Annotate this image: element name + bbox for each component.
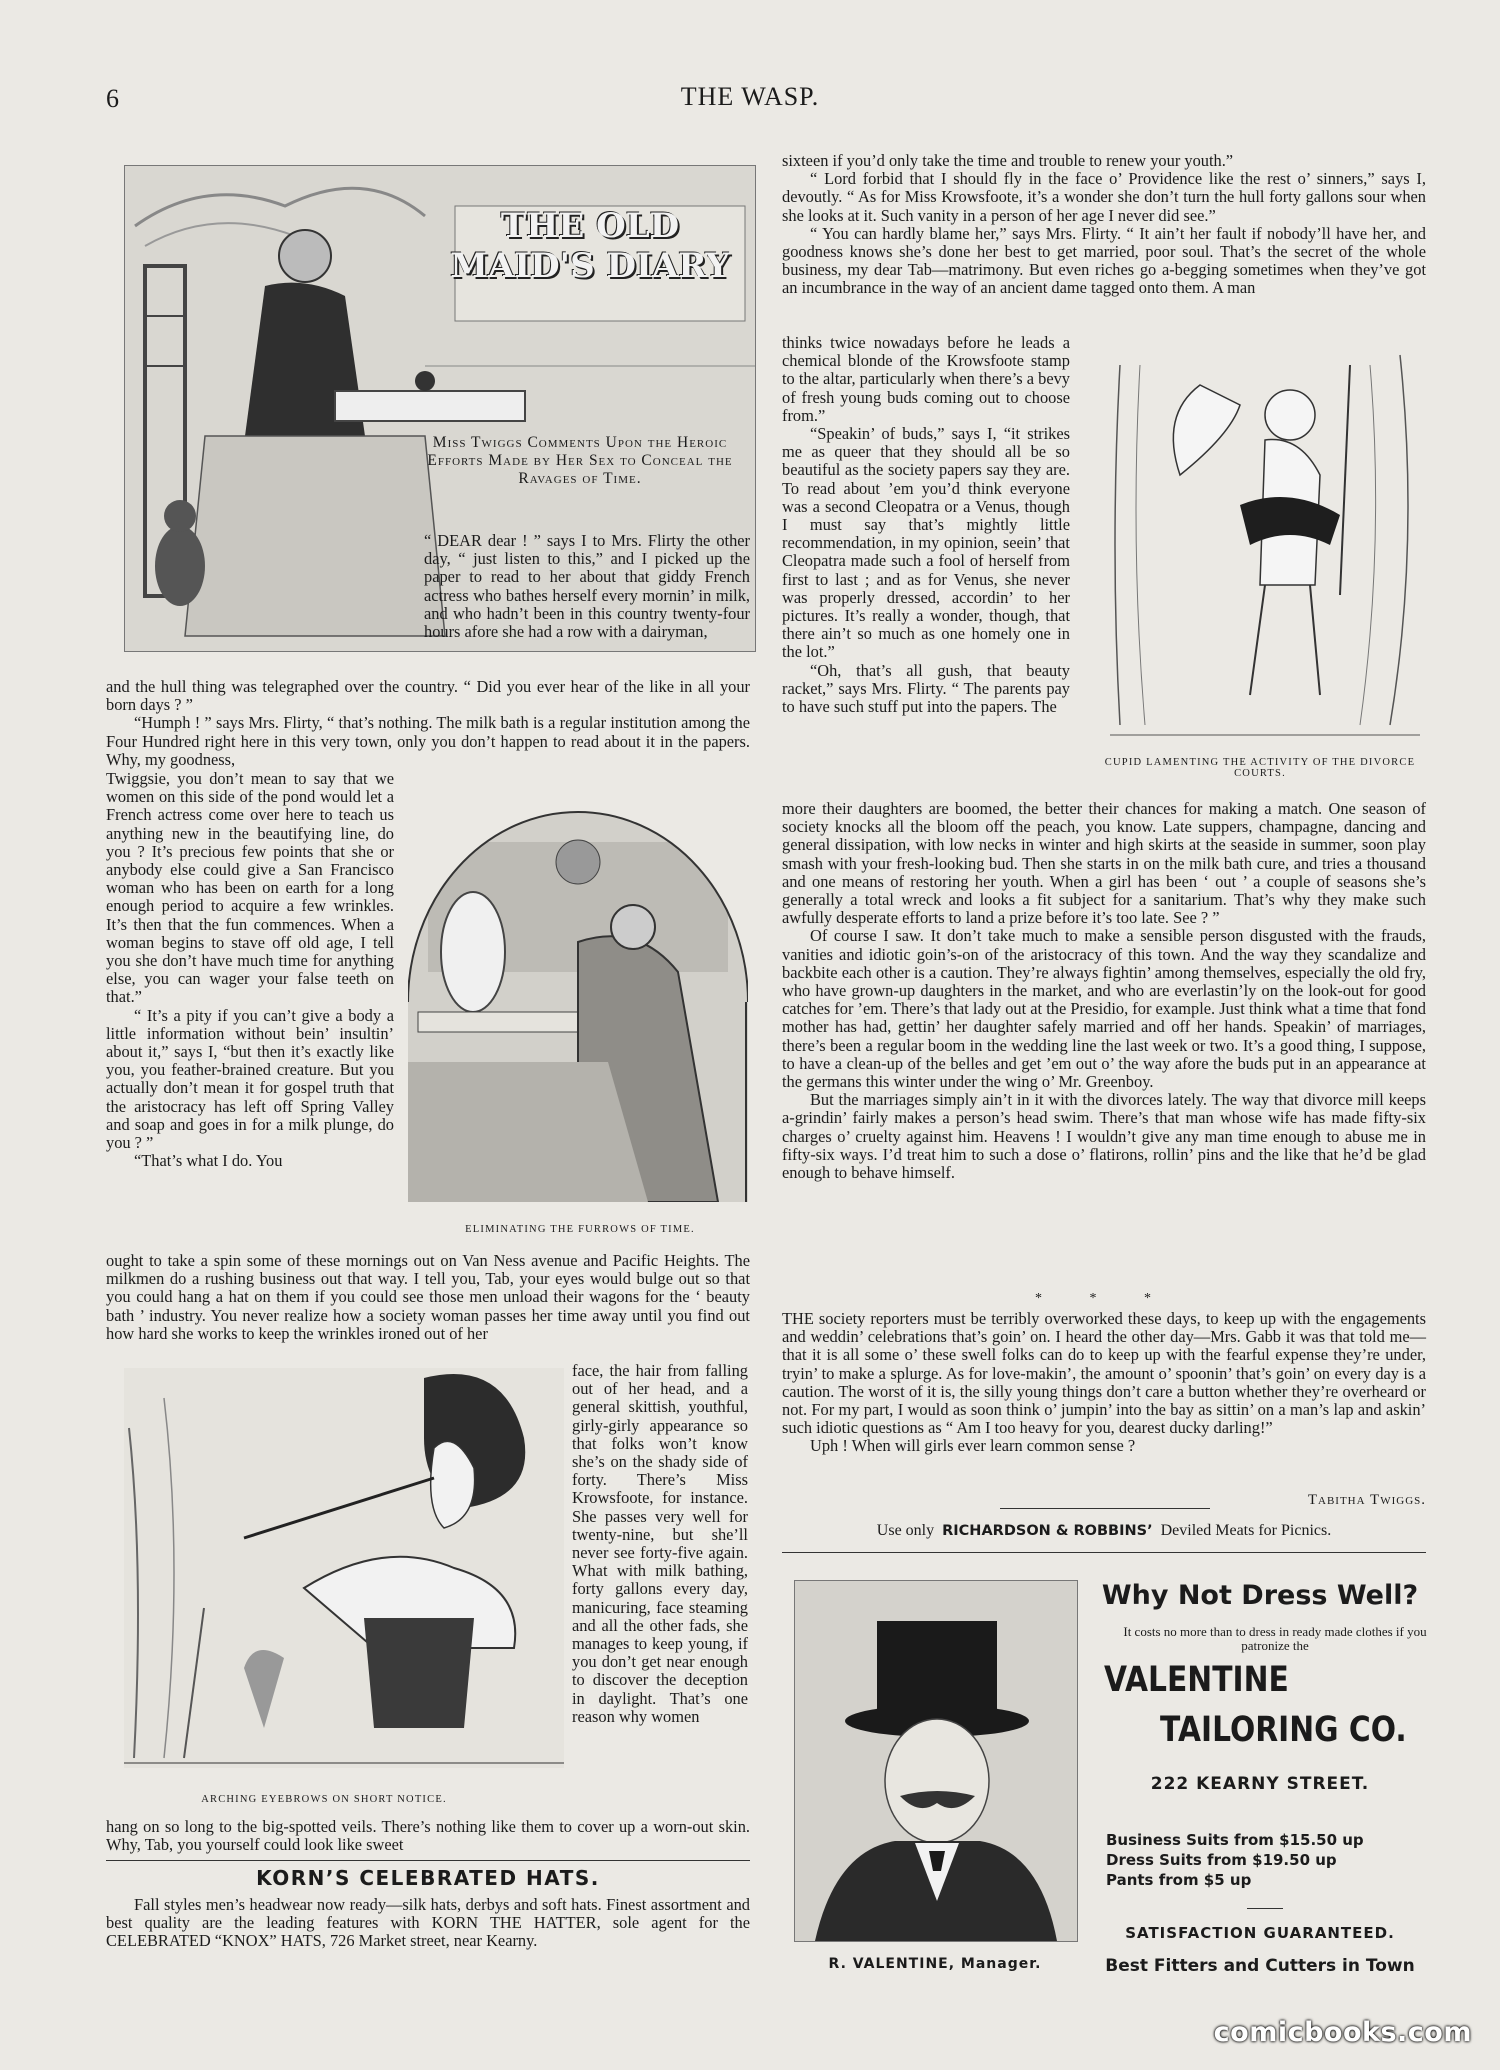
paragraph-marriages: But the marriages simply ain’t in it with the divorces lately. The way that divorce mill keeps a-grindin’ fairly makes a person’s head swim. There’s that man whose wife has made fifty-six charges o’ cruelty against him. Heavens ! I wouldn’t give any man time enough to abuse me in fifty-six ways. I’d treat him to such a dose o’ flatirons, rollin’ pins and the like that he’d be glad enough to behave himself. bbox=[782, 1090, 1426, 1183]
col2-lower-paragraphs bbox=[782, 800, 1426, 1182]
signature: Tabitha Twiggs. bbox=[1307, 1492, 1426, 1508]
divider-prices bbox=[1247, 1908, 1283, 1909]
watermark: comicbooks.com bbox=[1213, 2017, 1472, 2048]
richardson-prefix: Use only bbox=[876, 1522, 935, 1539]
valentine-name-line2: TAILORING CO. bbox=[1160, 1710, 1407, 1750]
cupid-illustration bbox=[1100, 345, 1430, 745]
korn-ad-body: Fall styles men’s headwear now ready—silk hats, derbys and soft hats. Finest assortment and best quality are the leading features with KORN THE HATTER, sole agent for the CELEBRATED “KNOX” HATS, 726 Market street, near Kearny. bbox=[106, 1895, 750, 1951]
valentine-name-line1: VALENTINE bbox=[1104, 1660, 1289, 1700]
furrows-illustration bbox=[408, 802, 748, 1202]
paragraph-twiggsie: Twiggsie, you don’t mean to say that we women on this side of the pond would let a French actress come over here to teach us anything new in the beautifying line, do you ? It’s precious few points that she or anybody else could give a San Francisco woman who has been on earth for a long enough period to acquire a few wrinkles. It’s then that the fun commences. When a woman begins to stave off old age, I tell you she don’t have much time for anything else, you can wager your false teeth on that.” “ It’s a pity if you can’t give a body a little information without bein’ insultin’ about it,” says I, “but then it’s exactly like you, you feather-brained creature. But you actually don’t mean it for gospel truth that the aristocracy has left off Spring Valley and soap and goes in for a milk plunge, do you ? ” “That’s what I do. You bbox=[106, 769, 394, 1171]
paragraph-gush: “Oh, that’s all gush, that beauty racket,” says Mrs. Flirty. “ The parents pay to have such stuff put into the papers. The bbox=[782, 660, 1070, 717]
paragraph-buds: “Speakin’ of buds,” says I, “it strikes me as queer that they should all be so beautiful as the society papers say they are. To read about ’em you’d think everyone was a second Cleopatra or a Venus, though I must say that’s mightly little recommendation, in my opinion, seein’ that Cleopatra made such a fool of herself from first to last ; and as for Venus, she never was properly dressed, accordin’ to her pictures. It’s really a wonder, though, that there ain’t so much as one homely one in the lot.” bbox=[782, 424, 1070, 662]
caption-eyebrows: ARCHING EYEBROWS ON SHORT NOTICE. bbox=[201, 1794, 447, 1805]
banner-title: THE OLD MAID'S DIARY bbox=[450, 206, 730, 286]
paragraph-thinks: thinks twice nowadays before he leads a chemical blonde of the Krowsfoote stamp to the altar, particularly when there’s a bevy of fresh young buds coming out to choose from.” bbox=[782, 333, 1070, 425]
woman-mirror-image bbox=[408, 802, 748, 1202]
richardson-suffix: Deviled Meats for Picnics. bbox=[1160, 1522, 1332, 1539]
man-top-hat-image bbox=[795, 1581, 1077, 1941]
divider-korn bbox=[106, 1860, 750, 1861]
price-dress-suits: Dress Suits from $19.50 up bbox=[1106, 1851, 1337, 1869]
valentine-intro: It costs no more than to dress in ready made clothes if you patronize the bbox=[1123, 1624, 1427, 1653]
richardson-ad bbox=[782, 1522, 1426, 1540]
feature-subtitle: Miss Twiggs Comments Upon the Heroic Efforts Made by Her Sex to Conceal the Ravages of Time. bbox=[427, 434, 733, 487]
price-pants: Pants from $5 up bbox=[1106, 1871, 1252, 1889]
paragraph-society: THE society reporters must be terribly overworked these days, to keep up with the engagements and weddin’ celebrations that’s goin’ on. I heard the other day—Mrs. Gabb it was that told me—that it is all some o’ these swell folks can do to keep up with the fearful expense they’re under, tryin’ to make a splurge. As for love-makin’, the amount o’ spoonin’ that’s goin’ on every day is a caution. The worst of it is, the silly young things don’t care a button whether they’re overheard or not. For my part, I would as soon think o’ jumpin’ into the bay as sittin’ on a man’s lap and askin’ such idiotic questions as “ Am I too heavy for you, dearest ducky darling!” Uph ! When will girls ever learn common sense ? bbox=[782, 1309, 1426, 1456]
paragraph-blame: “ You can hardly blame her,” says Mrs. Flirty. “ It ain’t her fault if nobody’ll have her, and goodness knows she’s done her best to get married, poor soul. That’s the secret of the whole business, my dear Tab—matrimony. But even riches go a-begging sometimes when they’ve got an incumbrance in the way of an ancient dame tagged onto them. A man bbox=[782, 223, 1426, 298]
eyebrows-illustration bbox=[124, 1368, 564, 1768]
page-number: 6 bbox=[106, 84, 119, 113]
caption-furrows: ELIMINATING THE FURROWS OF TIME. bbox=[465, 1224, 695, 1235]
paragraph-thats-start: “That’s what I do. You bbox=[134, 1151, 283, 1171]
cupid-image bbox=[1100, 345, 1430, 745]
valentine-headline: Why Not Dress Well? bbox=[1101, 1580, 1419, 1611]
paragraph-thats-continued: ought to take a spin some of these mornings out on Van Ness avenue and Pacific Heights. The milkmen do a rushing business out that way. I tell you, Tab, your eyes would bulge out so that you could hang a hat on them if you could see those men unload their wagons for the ‘ beauty bath ’ industry. You never realize how a society woman passes her time away until you find out how hard she works to keep the wrinkles ironed out of her bbox=[106, 1251, 750, 1343]
paragraph-more: more their daughters are boomed, the better their chances for making a match. One season of society knocks all the bloom off the peach, you know. Late suppers, champagne, dancing and general dissipation, with low necks in winter and high skirts at the seaside in summer, soon play smash with your fresh-looking bud. Then she starts in on the milk bath cure, and tries a thousand and one means of restoring her youth. When a girl has been ‘ out ’ a couple of seasons she’s generally a total wreck and looks a fit subject for a sanitarium. That’s why they make such awfully desperate efforts to land a prize before it’s too late. See ? ” bbox=[782, 799, 1426, 928]
caption-cupid: CUPID LAMENTING THE ACTIVITY OF THE DIVORCE COURTS. bbox=[1104, 757, 1416, 779]
col2-narrow-paragraphs bbox=[782, 334, 1070, 716]
valentine-address: 222 KEARNY STREET. bbox=[1150, 1774, 1370, 1794]
richardson-brand: RICHARDSON & ROBBINS’ bbox=[942, 1523, 1153, 1539]
paragraph-course: Of course I saw. It don’t take much to make a sensible person disgusted with the frauds, vanities and idiotic goin’s-on of the aristocracy of this town. And the way they scandalize and backbite each other is a caution. They’re always fightin’ among themselves, especially the old fry, who have grown-up daughters in the market, and who are everlastin’ly on the look-out for good catches for ’em. There’s that lady out at the Presidio, for example. Just think what a time that fond mother has had, gettin’ her daughter safely married and off her hands. Speakin’ of marriages, there’s been a regular boom in the wedding line the last week or two. It’s a good thing, I suppose, to have a clean-up of the belles and get ’em out o’ the way afore the buds put in an appearance at the germans this winter under the wing o’ Mr. Greenboy. bbox=[782, 926, 1426, 1092]
woman-corset-image bbox=[124, 1368, 564, 1768]
valentine-portrait-caption: R. VALENTINE, Manager. bbox=[828, 1956, 1042, 1972]
col2-top-paragraphs bbox=[782, 152, 1426, 298]
publication-title: THE WASP. bbox=[680, 82, 820, 111]
divider-valentine bbox=[782, 1552, 1426, 1553]
divider-signature bbox=[1000, 1508, 1210, 1509]
section-stars: * * * bbox=[1035, 1291, 1173, 1306]
paragraph-sixteen: sixteen if you’d only take the time and trouble to renew your youth.” bbox=[782, 151, 1234, 170]
paragraph-hang: hang on so long to the big-spotted veils. There’s nothing like them to cover up a worn-out skin. Why, Tab, you yourself could look like sweet bbox=[106, 1817, 750, 1855]
korn-ad-title: KORN’S CELEBRATED HATS. bbox=[256, 1866, 600, 1890]
paragraph-face: face, the hair from falling out of her head, and a general skittish, youthful, girly-girly appearance so that folks won’t know she’s on the shady side of forty. There’s Miss Krowsfoote, for instance. She passes very well for twenty-nine, but she’ll never see forty-five again. What with milk bathing, forty gallons every day, manicuring, face steaming and all the other fads, she manages to keep young, if you don’t get near enough to discover the deception in daylight. That’s one reason why women bbox=[572, 1361, 748, 1726]
valentine-tagline: Best Fitters and Cutters in Town bbox=[1105, 1956, 1415, 1976]
paragraph-humph: “Humph ! ” says Mrs. Flirty, “ that’s nothing. The milk bath is a regular institution among the Four Hundred right here in this very town, only you don’t happen to read about it in the papers. Why, my goodness, bbox=[106, 713, 750, 769]
paragraph-dear-dear: “ DEAR dear ! ” says I to Mrs. Flirty the other day, “ just listen to this,” and I picked up the paper to read to her about that giddy French actress who bathes herself every mornin’ in milk, and who hadn’t been in this country twenty-four hours afore she had a row with a dairyman, bbox=[424, 531, 750, 642]
valentine-portrait bbox=[794, 1580, 1078, 1942]
paragraph-uph: Uph ! When will girls ever learn common sense ? bbox=[810, 1436, 1136, 1456]
price-business-suits: Business Suits from $15.50 up bbox=[1106, 1831, 1364, 1849]
paragraph-lord: “ Lord forbid that I should fly in the face o’ Providence like the rest o’ sinners,” says I, devoutly. “ As for Miss Krowsfoote, it’s a wonder she don’t turn the hull forty gallons sour when she looks at it. Such vanity in a person of her age I never did see.” bbox=[782, 169, 1426, 225]
valentine-prices bbox=[1106, 1830, 1426, 1890]
paragraph-pity: “ It’s a pity if you can’t give a body a little information without bein’ insultin’ about it,” says I, “but then it’s exactly like you, you feather-brained creature. But you actually don’t mean it for gospel truth that the aristocracy has left off Spring Valley and soap and goes in for a milk plunge, do you ? ” bbox=[106, 1005, 394, 1153]
paragraph-dear-continued: and the hull thing was telegraphed over the country. “ Did you ever hear of the like in all your born days ? ” “Humph ! ” says Mrs. Flirty, “ that’s nothing. The milk bath is a regular institution among the Four Hundred right here in this very town, only you don’t happen to read about it in the papers. Why, my goodness, bbox=[106, 677, 750, 769]
valentine-guarantee: SATISFACTION GUARANTEED. bbox=[1125, 1924, 1395, 1942]
